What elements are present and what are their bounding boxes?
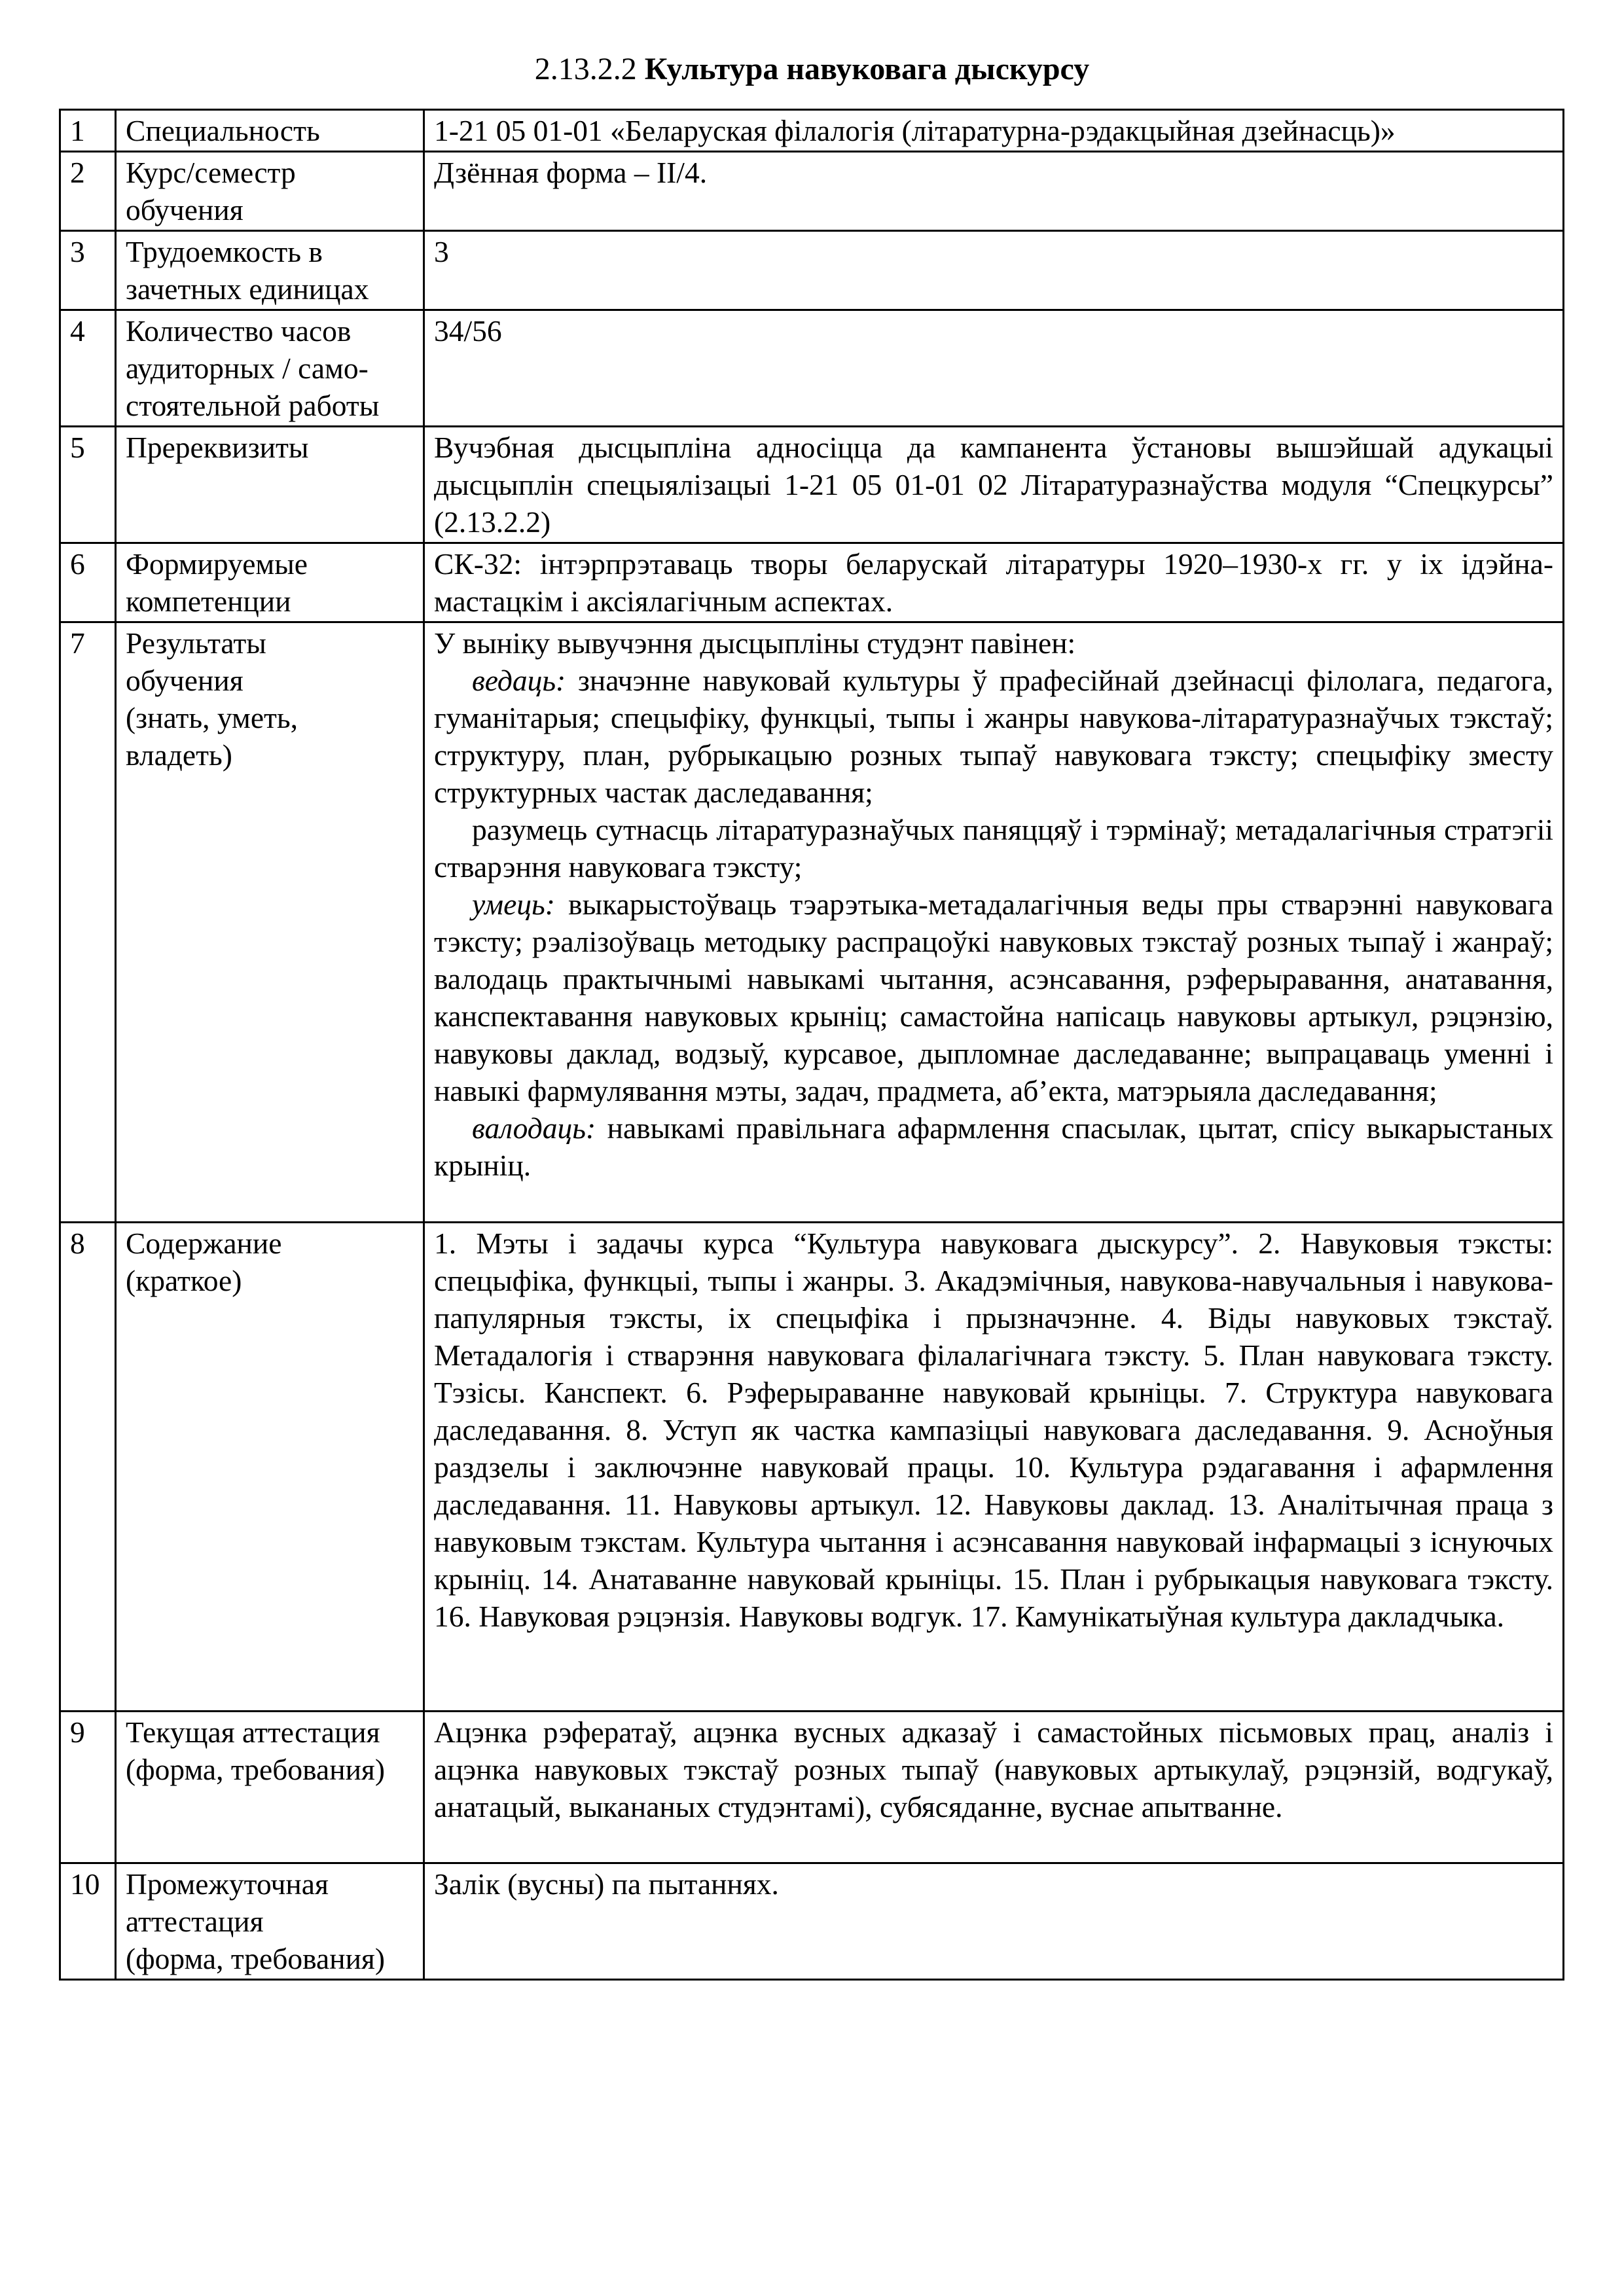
outcome-text: значэнне навуковай культуры ў прафесійнай дзейнасці філолага, педагога, гуманітарыя; спецыфіку, функцыі, тыпы і жанры навукова-літаратуразнаўчых тэкстаў; структуру, план, рубрыкацыю розных тыпаў навуковага тэксту; спецыфіку зместу структурных частак даследавання; [434, 664, 1553, 809]
table-row-intermediate-assessment [60, 1863, 1564, 1980]
row-value: Ацэнка рэфератаў, ацэнка вусных адказаў і самастойных пісьмовых прац, аналіз і ацэнка навуковых тэкстаў розных тыпаў (навуковых артыкулаў, рэцэнзій, водгукаў, анатацый, выкананых студэнтамі), субясяданне, вуснае апытванне. [424, 1712, 1564, 1863]
row-label [116, 310, 424, 427]
row-label-line: Курс/семестр [126, 156, 296, 189]
outcome-can [434, 886, 1553, 1109]
row-label [116, 543, 424, 622]
row-number: 3 [60, 231, 116, 310]
row-number: 6 [60, 543, 116, 622]
row-value: Вучэбная дысцыпліна адносіцца да кампанента ўстановы вышэйшай адукацыі дысцыплін спецыялізацыі 1-21 05 01-01 02 Літаратуразнаўства модуля “Спецкурсы” (2.13.2.2) [424, 427, 1564, 543]
row-label-line: Пререквизиты [126, 431, 309, 464]
table-row-competencies [60, 543, 1564, 622]
row-label [116, 1223, 424, 1712]
outcomes-intro: У выніку вывучэння дысцыпліны студэнт павінен: [434, 626, 1076, 660]
row-label-line: Содержание [126, 1227, 282, 1260]
row-label [116, 427, 424, 543]
section-number: 2.13.2.2 [534, 52, 637, 86]
row-label-line: аудиторных / само- [126, 351, 369, 385]
outcome-understand [434, 811, 1553, 886]
row-label-line: владеть) [126, 738, 232, 772]
table-row-credits [60, 231, 1564, 310]
row-label [116, 110, 424, 152]
row-label [116, 1712, 424, 1863]
table-row-specialty [60, 110, 1564, 152]
row-number: 10 [60, 1863, 116, 1980]
outcome-text: разумець сутнасць літаратуразнаўчых паняццяў і тэрмінаў; метадалагічныя стратэгіі стварэння навуковага тэксту; [434, 813, 1553, 884]
outcome-text: выкарыстоўваць тэарэтыка-метадалагічныя веды пры стварэнні навуковага тэксту; рэалізоўваць методыку распрацоўкі навуковых тэкстаў розных тыпаў і жанраў; валодаць практычнымі навыкамі чытання, асэнсавання, рэферыравання, анатавання, канспектавання навуковых крыніц; самастойна напісаць навуковы артыкул, рэцэнзію, навуковы даклад, водзыў, курсавое, дыпломнае даследаванне; выпрацаваць уменні і навыкі фармулявання мэты, задач, прадмета, аб’екта, матэрыяла даследавання; [434, 888, 1553, 1107]
row-value: 1. Мэты і задачы курса “Культура навуковага дыскурсу”. 2. Навуковыя тэксты: спецыфіка, функцыі, тыпы і жанры. 3. Акадэмічныя, навукова-навучальныя і навукова-папулярныя тэксты, іх спецыфіка і прызначэнне. 4. Віды навуковых тэкстаў. Метадалогія і стварэння навуковага філалагічнага тэксту. 5. План навуковага тэксту. Тэзісы. Канспект. 6. Рэферыраванне навуковай крыніцы. 7. Структура навуковага даследавання. 8. Уступ як частка кампазіцыі навуковага даследавання. 9. Асноўныя раздзелы і заключэнне навуковай працы. 10. Культура рэдагавання і афармлення даследавання. 11. Навуковы артыкул. 12. Навуковы даклад. 13. Аналітычная праца з навуковым тэкстам. Культура чытання і асэнсавання навуковай інфармацыі з існуючых крыніц. 14. Анатаванне навуковай крыніцы. 15. План і рубрыкацыя навуковага тэксту. 16. Навуковая рэцэнзія. Навуковы водгук. 17. Камунікатыўная культура дакладчыка. [424, 1223, 1564, 1712]
row-number: 2 [60, 152, 116, 231]
table-row-hours [60, 310, 1564, 427]
row-label-line: Трудоемкость в [126, 235, 323, 268]
row-label-line: Результаты [126, 626, 266, 660]
row-label-line: компетенции [126, 584, 291, 618]
outcome-know [434, 662, 1553, 811]
row-label-line: (знать, уметь, [126, 701, 298, 734]
outcome-keyword: умець: [472, 888, 555, 921]
row-value: 34/56 [424, 310, 1564, 427]
row-number: 1 [60, 110, 116, 152]
row-label-line: обучения [126, 664, 244, 697]
row-label-line: Промежуточная [126, 1867, 329, 1901]
row-value: 1-21 05 01-01 «Беларуская філалогія (літаратурна-рэдакцыйная дзейнасць)» [424, 110, 1564, 152]
section-name: Культура навуковага дыскурсу [644, 52, 1090, 86]
outcome-text: навыкамі правільнага афармлення спасылак, цытат, спісу выкарыстаных крыніц. [434, 1111, 1553, 1182]
table-row-content [60, 1223, 1564, 1712]
row-value [424, 622, 1564, 1223]
row-label-line: Количество часов [126, 314, 352, 348]
outcome-keyword: валодаць: [472, 1111, 596, 1145]
row-number: 7 [60, 622, 116, 1223]
row-label-line: Текущая аттестация [126, 1715, 380, 1749]
table-row-prerequisites [60, 427, 1564, 543]
table-row-learning-outcomes [60, 622, 1564, 1223]
row-number: 5 [60, 427, 116, 543]
row-value: 3 [424, 231, 1564, 310]
row-value: СК-32: інтэрпрэтаваць творы беларускай літаратуры 1920–1930-х гг. у іх ідэйна-мастацкім і аксіялагічным аспектах. [424, 543, 1564, 622]
row-label [116, 1863, 424, 1980]
row-label [116, 622, 424, 1223]
table-row-current-assessment [60, 1712, 1564, 1863]
row-number: 9 [60, 1712, 116, 1863]
row-label [116, 152, 424, 231]
row-label [116, 231, 424, 310]
row-label-line: Формируемые [126, 547, 308, 581]
row-number: 4 [60, 310, 116, 427]
row-label-line: (форма, требования) [126, 1942, 386, 1975]
row-label-line: Специальность [126, 114, 320, 147]
row-label-line: (форма, требования) [126, 1753, 386, 1786]
outcome-keyword: ведаць: [472, 664, 566, 697]
outcome-possess [434, 1109, 1553, 1184]
page-title [0, 50, 1624, 89]
row-label-line: (краткое) [126, 1264, 242, 1297]
row-label-line: аттестация [126, 1905, 264, 1938]
row-label-line: зачетных единицах [126, 272, 369, 306]
row-label-line: стоятельной работы [126, 389, 380, 422]
row-number: 8 [60, 1223, 116, 1712]
row-value: Залік (вусны) па пытаннях. [424, 1863, 1564, 1980]
row-label-line: обучения [126, 193, 244, 226]
row-value: Дзённая форма – II/4. [424, 152, 1564, 231]
discipline-info-table [59, 109, 1564, 1981]
table-row-course-semester [60, 152, 1564, 231]
